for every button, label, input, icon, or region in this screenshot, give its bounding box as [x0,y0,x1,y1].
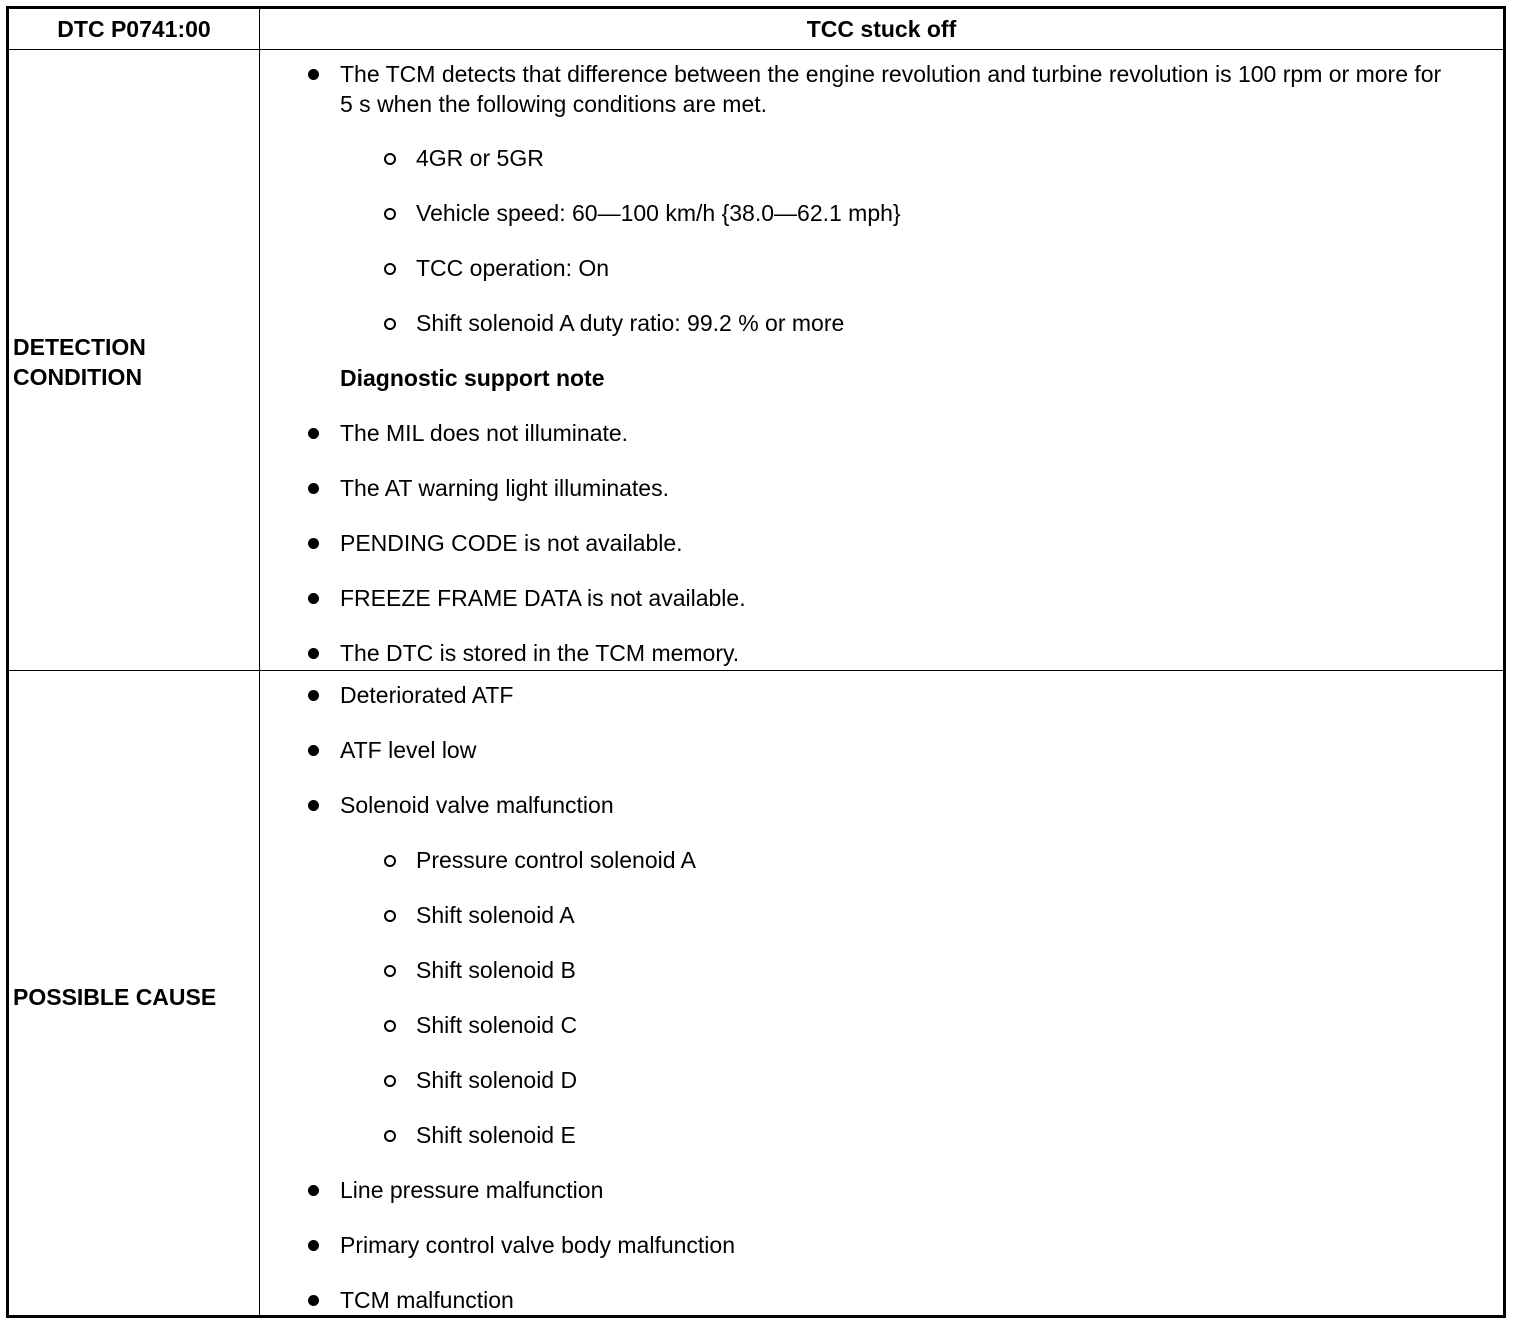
bullet-icon [308,1240,319,1251]
bullet-icon [308,69,319,80]
dtc-table: DTC P0741:00 TCC stuck off DETECTION CONDITION The TCM detects that difference between the engine revolution and turbine revolution is 100 rpm or more for 5 s when the following conditions are met. 4GR or 5GR Vehicle speed: 60—100 km/h {38.0—62.1 mph} TCC operation: On Shift solenoid A duty ratio: 99.2 % or more Diagnostic support note The MIL does not illuminate. The AT warning light illuminates. PENDING CODE is not available. FREEZE FRAME DATA is not available. The DTC is stored in the TCM memory. POSSIBLE CAUSE Deteriorated ATF ATF level low Solenoid valve malfunction Pressure control solenoid A Shift solenoid A Shift solenoid B Shift solenoid C Shift solenoid D Shift solenoid E Line pressure malfunction Primary control valve body malfunction TCM malfunction [6,6,1506,1318]
column-divider [259,9,260,1315]
circle-bullet-icon [384,1075,396,1087]
detection-condition-label: DETECTION CONDITION [13,334,146,390]
possible-cause-label: POSSIBLE CAUSE [13,984,217,1010]
circle-bullet-icon [384,153,396,165]
circle-bullet-icon [384,208,396,220]
dtc-title: TCC stuck off [806,15,957,42]
bullet-icon [308,1185,319,1196]
bullet-icon [308,538,319,549]
circle-bullet-icon [384,910,396,922]
bullet-icon [308,593,319,604]
bullet-icon [308,745,319,756]
bullet-icon [308,690,319,701]
row-divider [9,670,1503,671]
bullet-icon [308,800,319,811]
diagnostic-support-note-heading: Diagnostic support note [340,365,605,391]
bullet-icon [308,483,319,494]
circle-bullet-icon [384,263,396,275]
bullet-icon [308,648,319,659]
bullet-icon [308,428,319,439]
bullet-icon [308,1295,319,1306]
circle-bullet-icon [384,855,396,867]
dtc-code: DTC P0741:00 [57,15,211,42]
circle-bullet-icon [384,1130,396,1142]
circle-bullet-icon [384,1020,396,1032]
circle-bullet-icon [384,318,396,330]
circle-bullet-icon [384,965,396,977]
header-divider [9,49,1503,50]
